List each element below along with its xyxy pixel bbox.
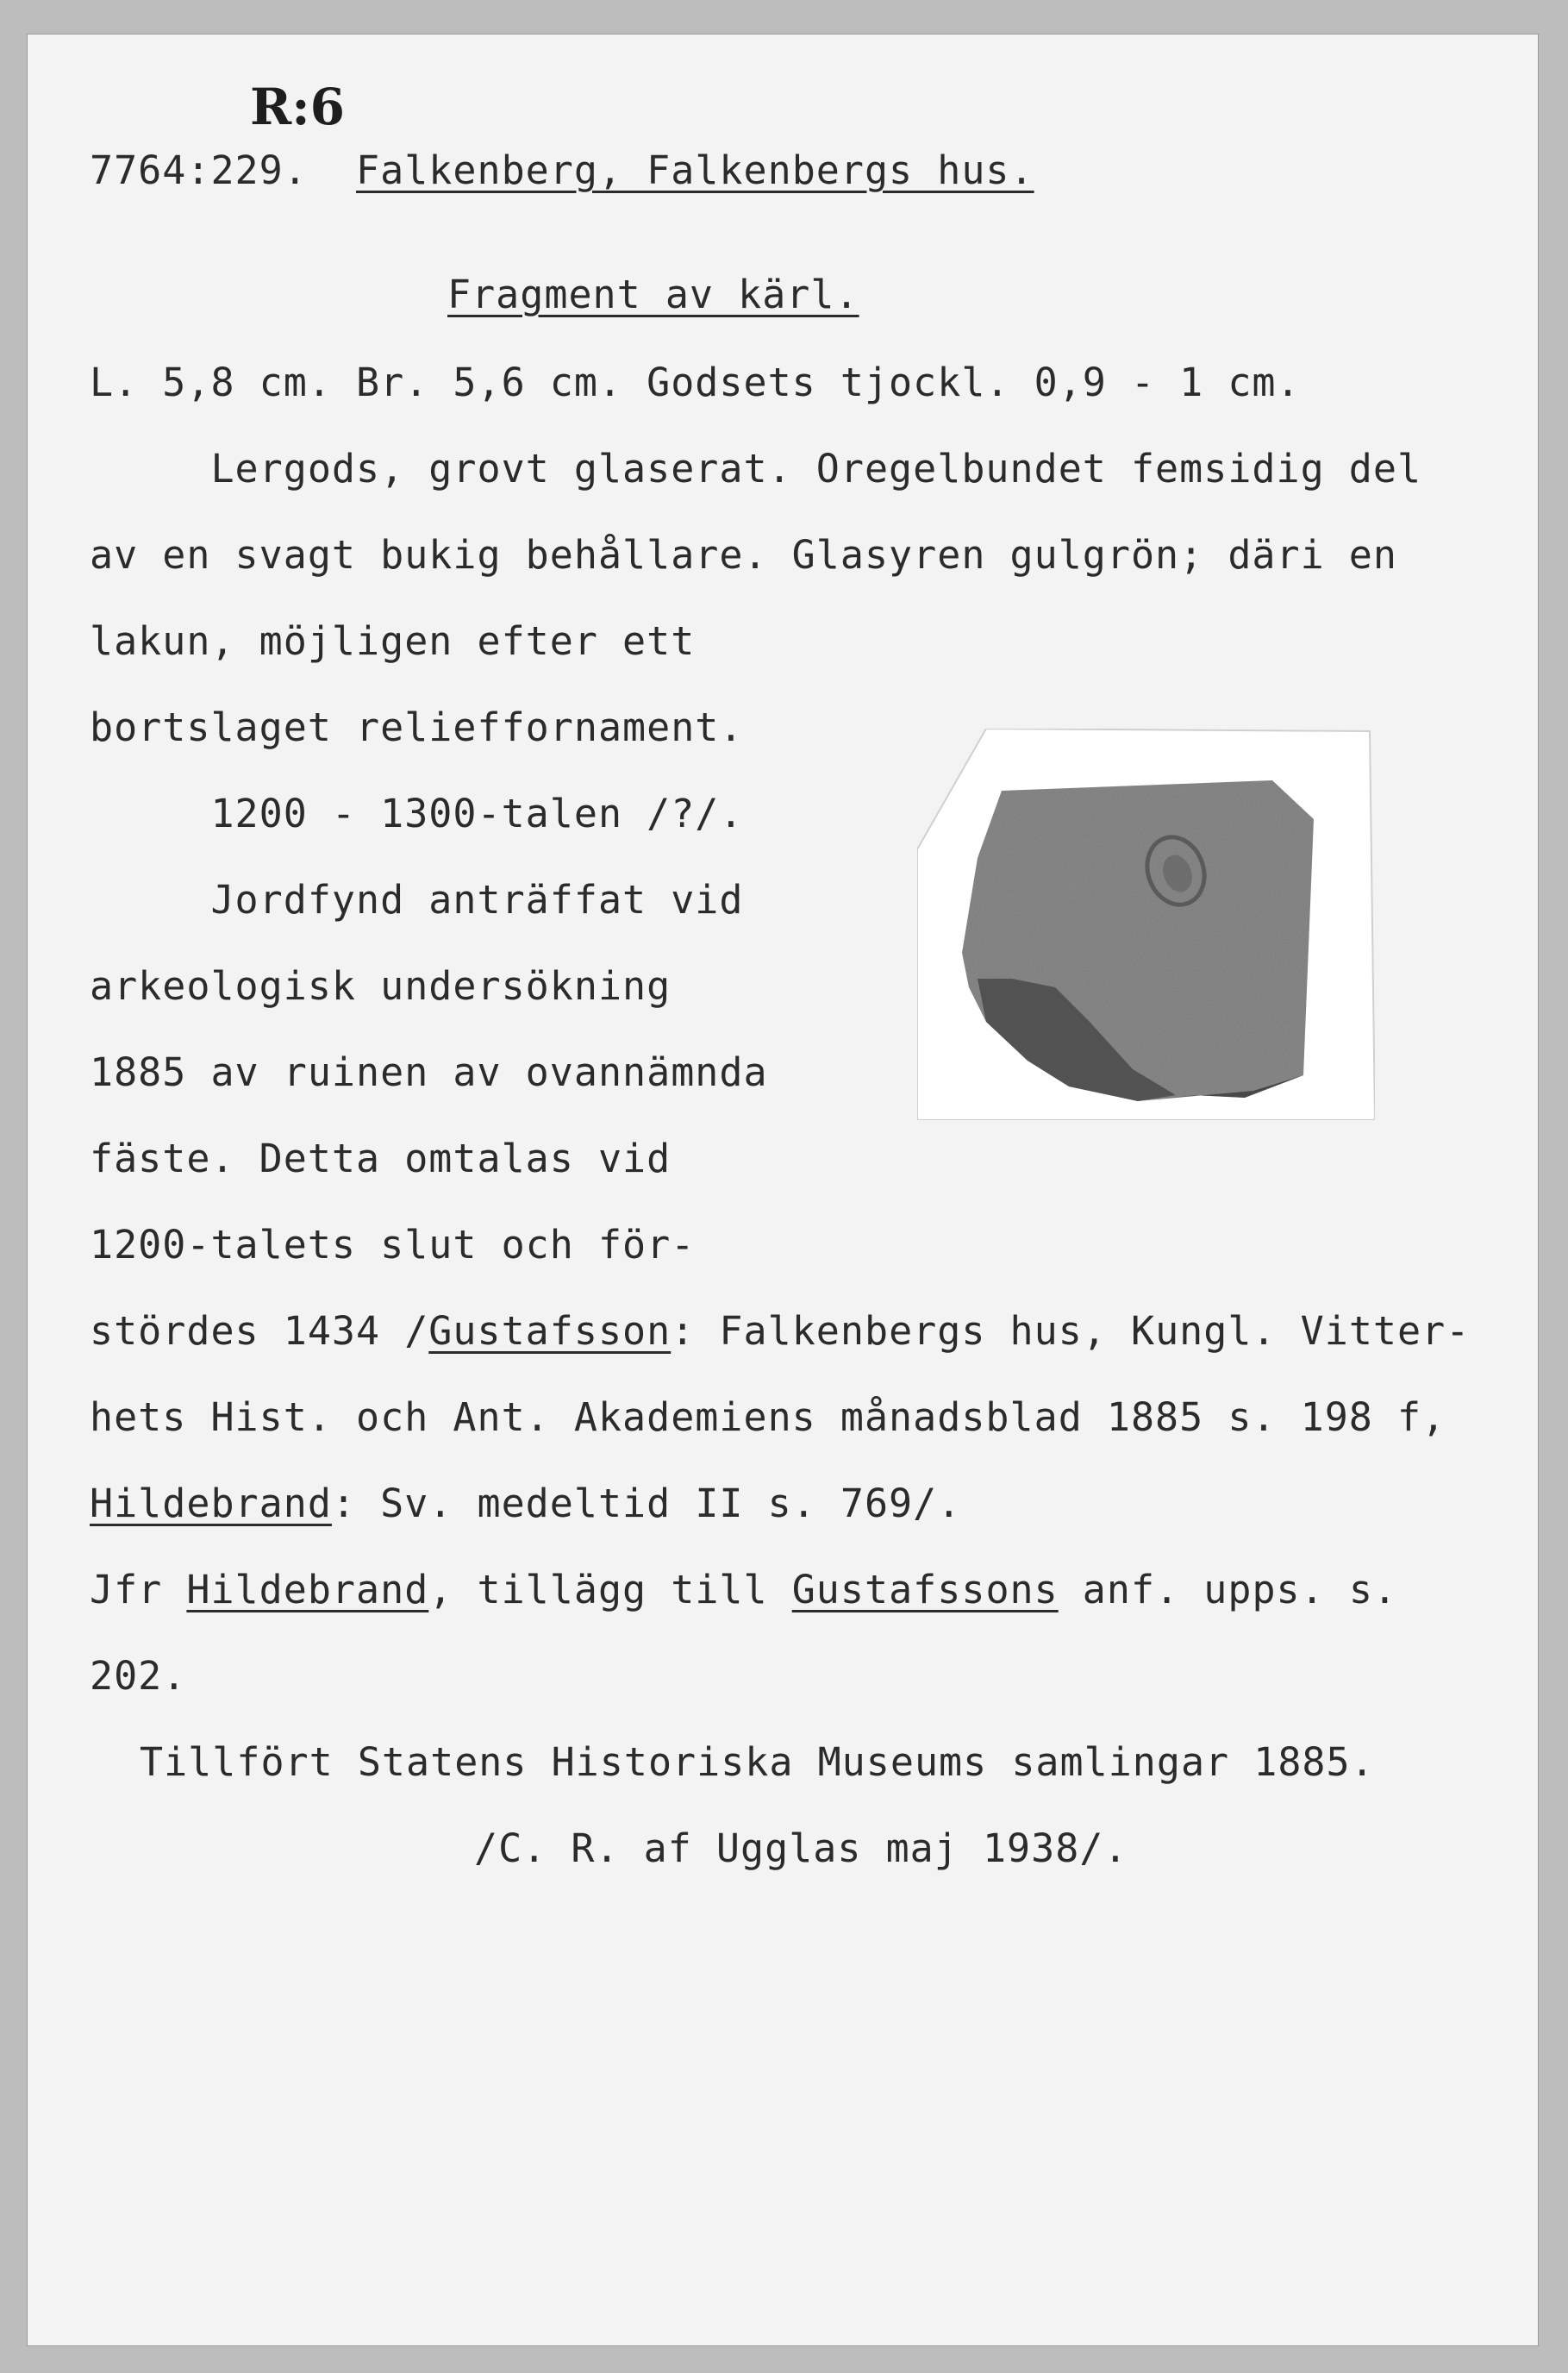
reference-line: hets Hist. och Ant. Akademiens månadsblad 1885 s. 198 f,: [90, 1394, 1446, 1440]
body-line: Jordfynd anträffat vid: [90, 877, 744, 923]
place-name: Falkenberg, Falkenbergs hus.: [356, 147, 1034, 193]
reference-author: Gustafsson: [428, 1308, 672, 1354]
body-line: 1885 av ruinen av ovannämnda: [90, 1049, 768, 1095]
reference-author: Hildebrand: [90, 1481, 332, 1526]
signature: /C. R. af Ugglas maj 1938/.: [474, 1825, 1128, 1871]
reference-text: : Sv. medeltid II s. 769/.: [331, 1481, 962, 1526]
body-line: 1200-talets slut och för-: [90, 1222, 696, 1268]
body-line: 1200 - 1300-talen /?/.: [90, 791, 744, 836]
reference-text: anf. upps. s.: [1058, 1567, 1398, 1612]
sherd-photograph: [917, 729, 1375, 1120]
body-line: fäste. Detta omtalas vid: [90, 1136, 672, 1181]
reference-text: stördes 1434 /: [90, 1308, 429, 1354]
reference-line: 202.: [90, 1653, 187, 1699]
provenance: Tillfört Statens Historiska Museums samlingar 1885.: [140, 1739, 1375, 1785]
reference-work: Gustafssons: [791, 1567, 1059, 1612]
reference-line: [90, 1480, 961, 1528]
body-line: lakun, möjligen efter ett: [90, 618, 696, 664]
reference-text: , tillägg till: [428, 1567, 792, 1612]
body-line: bortslaget relieffornament.: [90, 704, 744, 750]
header-line: [90, 147, 1034, 195]
body-line: Lergods, grovt glaserat. Oregelbundet femsidig del: [90, 446, 1422, 492]
reference-line: [90, 1566, 1397, 1614]
body-line: arkeologisk undersökning: [90, 963, 672, 1009]
measurements: L. 5,8 cm. Br. 5,6 cm. Godsets tjockl. 0,9 - 1 cm.: [90, 360, 1301, 405]
reference-text: Jfr: [90, 1567, 187, 1612]
object-title: Fragment av kärl.: [447, 272, 859, 317]
catalog-card: [28, 34, 1538, 2345]
body-line: av en svagt bukig behållare. Glasyren gulgrön; däri en: [90, 532, 1397, 578]
reference-line: [90, 1307, 1470, 1356]
reference-text: : Falkenbergs hus, Kungl. Vitter-: [671, 1308, 1471, 1354]
handwritten-mark: R:6: [250, 78, 345, 136]
inventory-number: 7764:229.: [90, 147, 308, 193]
reference-author: Hildebrand: [186, 1567, 429, 1612]
